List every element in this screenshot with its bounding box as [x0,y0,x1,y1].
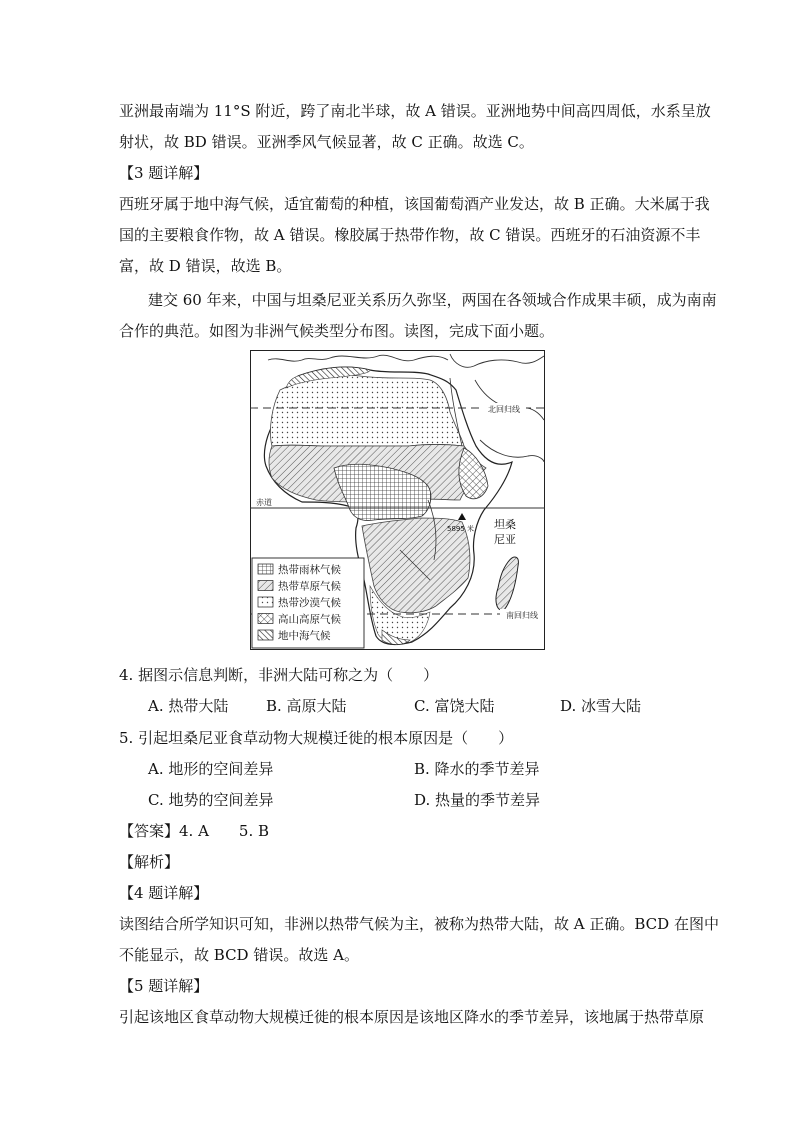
q4-option-c[interactable]: C. 富饶大陆 [414,697,495,715]
equator-label: 赤道 [256,498,272,507]
paragraph-line: 国的主要粮食作物，故 A 错误。橡胶属于热带作物，故 C 错误。西班牙的石油资源不丰 [119,226,701,244]
legend-label: 热带雨林气候 [278,564,341,576]
q4-option-b[interactable]: B. 高原大陆 [266,697,347,715]
tanzania-label-line1: 坦桑 [494,518,516,531]
question-5: 5. 引起坦桑尼亚食草动物大规模迁徙的根本原因是（ ） [119,729,514,747]
section-heading-q3: 【3 题详解】 [119,164,209,182]
q5-option-a[interactable]: A. 地形的空间差异 [148,760,274,778]
tropic-north-label: 北回归线 [488,405,520,414]
legend-swatch [258,564,273,574]
answer-line: 【答案】4. A 5. B [119,822,270,840]
paragraph-line: 亚洲最南端为 11°S 附近，跨了南北半球，故 A 错误。亚洲地势中间高四周低，水系呈放 [119,102,711,120]
africa-climate-map [250,350,545,650]
paragraph-line: 引起该地区食草动物大规模迁徙的根本原因是该地区降水的季节差异，该地属于热带草原 [119,1008,705,1026]
legend-swatch [258,630,273,640]
question-4: 4. 据图示信息判断，非洲大陆可称之为（ ） [119,666,439,684]
tanzania-label-line2: 尼亚 [494,533,516,546]
paragraph-line: 富，故 D 错误，故选 B。 [119,257,292,275]
legend-swatch [258,581,273,591]
legend-label: 地中海气候 [278,630,331,642]
map-legend [252,558,364,648]
paragraph-line: 建交 60 年来，中国与坦桑尼亚关系历久弥坚，两国在各领域合作成果丰硕，成为南南 [148,291,717,309]
section-heading-q4: 【4 题详解】 [119,884,209,902]
paragraph-line: 读图结合所学知识可知，非洲以热带气候为主，被称为热带大陆，故 A 正确。BCD 在图中 [119,915,719,933]
section-heading-q5: 【5 题详解】 [119,977,209,995]
paragraph-line: 不能显示，故 BCD 错误。故选 A。 [119,946,359,964]
q5-option-c[interactable]: C. 地势的空间差异 [148,791,274,809]
legend-swatch [258,597,273,607]
q4-option-d[interactable]: D. 冰雪大陆 [560,697,642,715]
tropic-south-label: 南回归线 [506,611,538,620]
q5-option-d[interactable]: D. 热量的季节差异 [414,791,541,809]
legend-label: 热带沙漠气候 [278,597,341,609]
legend-label: 热带草原气候 [278,580,341,593]
paragraph-line: 合作的典范。如图为非洲气候类型分布图。读图，完成下面小题。 [119,322,555,340]
region-desert-north [270,375,464,446]
q4-option-a[interactable]: A. 热带大陆 [148,697,229,715]
paragraph-line: 射状，故 BD 错误。亚洲季风气候显著，故 C 正确。故选 C。 [119,133,534,151]
q5-option-b[interactable]: B. 降水的季节差异 [414,760,540,778]
legend-label: 高山高原气候 [278,613,341,626]
legend-swatch [258,614,273,624]
analysis-heading: 【解析】 [119,853,180,871]
paragraph-line: 西班牙属于地中海气候，适宜葡萄的种植，该国葡萄酒产业发达，故 B 正确。大米属于我 [119,195,710,213]
peak-elevation-label: 5895 米 [447,525,475,533]
